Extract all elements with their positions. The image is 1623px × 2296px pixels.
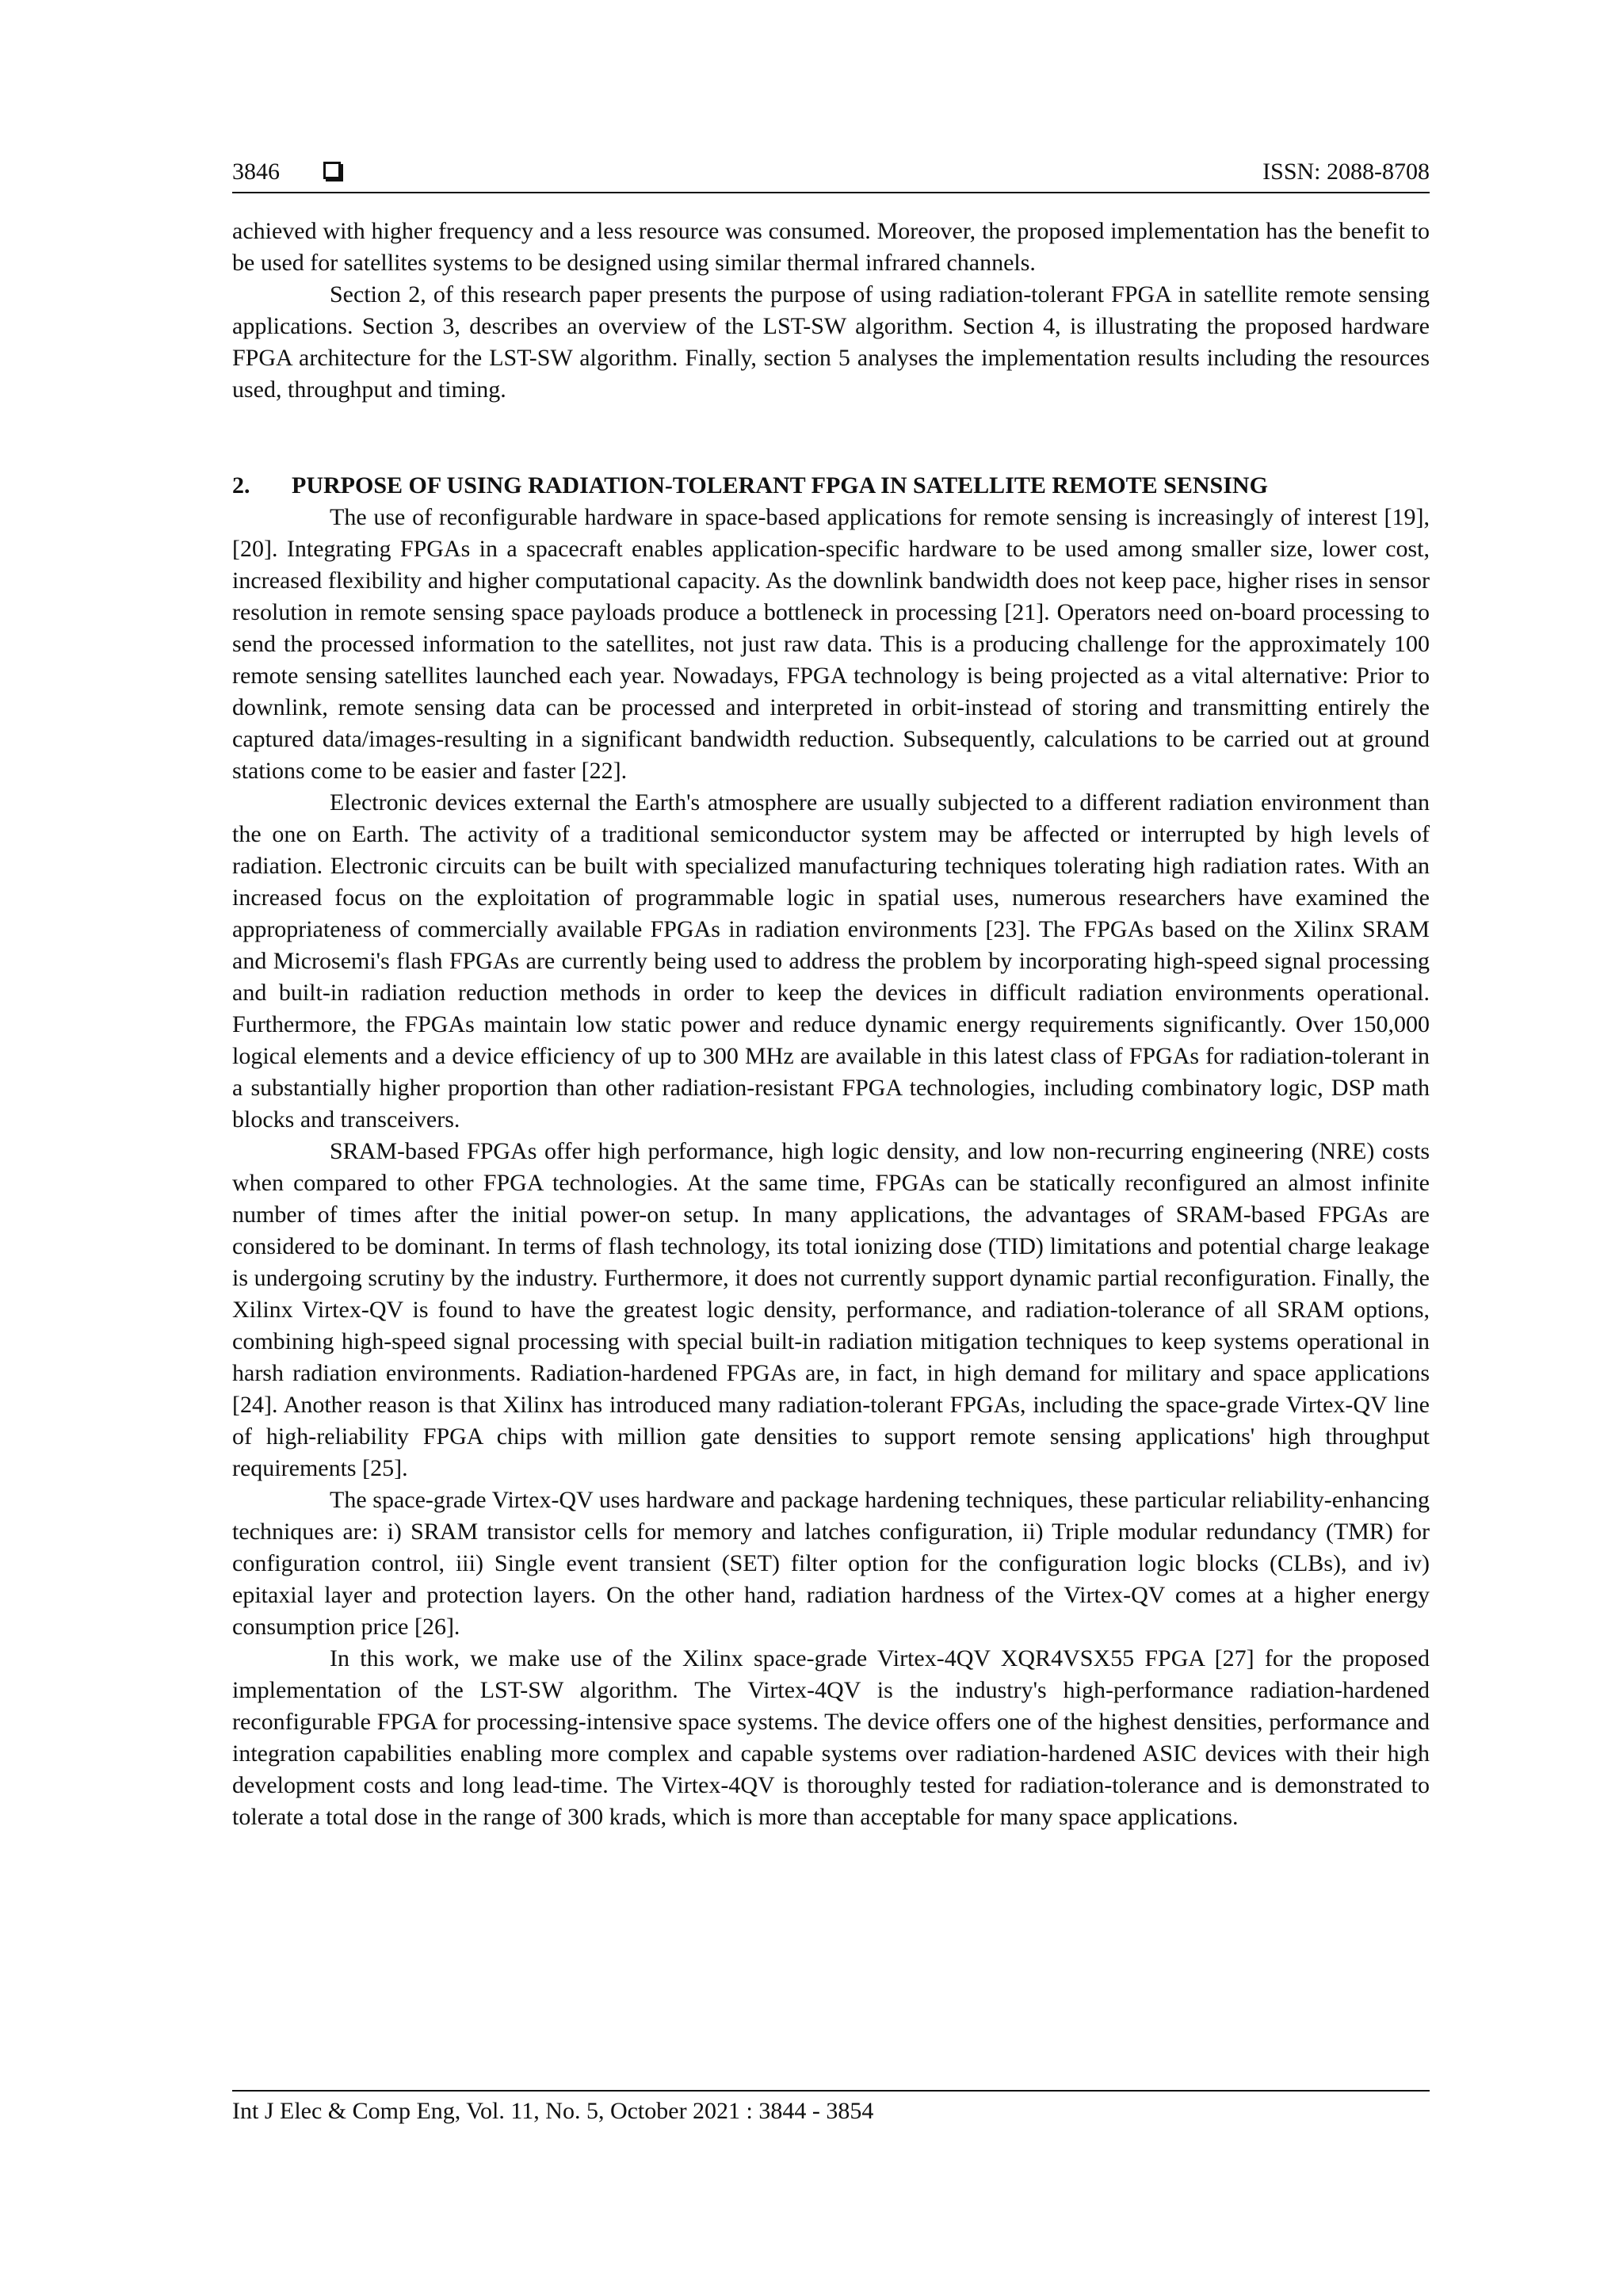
journal-citation: Int J Elec & Comp Eng, Vol. 11, No. 5, October 2021 : 3844 - 3854 xyxy=(232,2098,874,2124)
intro-paragraph: Section 2, of this research paper presents the purpose of using radiation-tolerant FPGA in satellite remote sensing applications. Section 3, describes an overview of the LST-SW algorithm. Section 4, is illustrating the proposed hardware FPGA architecture for the LST-SW algorithm. Finally, section 5 analyses the implementation results including the resources used, throughput and timing. xyxy=(232,281,1430,403)
intro-paragraph: achieved with higher frequency and a less resource was consumed. Moreover, the proposed implementation has the benefit to be used for satellites systems to be designed using similar thermal infrared channels. xyxy=(232,218,1430,276)
section-heading xyxy=(232,470,1430,502)
header-divider xyxy=(232,192,1430,193)
page-number: 3846 xyxy=(232,159,280,185)
footer-divider xyxy=(232,2090,1430,2092)
page-body xyxy=(232,216,1430,1833)
body-paragraph: In this work, we make use of the Xilinx space-grade Virtex-4QV XQR4VSX55 FPGA [27] for the proposed implementation of the LST-SW algorithm. The Virtex-4QV is the industry's high-performance radiation-hardened reconfigurable FPGA for processing-intensive space systems. The device offers one of the highest densities, performance and integration capabilities enabling more complex and capable systems over radiation-hardened ASIC devices with their high development costs and long lead-time. The Virtex-4QV is thoroughly tested for radiation-tolerance and is demonstrated to tolerate a total dose in the range of 300 krads, which is more than acceptable for many space applications. xyxy=(232,1645,1430,1830)
body-paragraph: The space-grade Virtex-QV uses hardware and package hardening techniques, these particular reliability-enhancing techniques are: i) SRAM transistor cells for memory and latches configuration, ii) Triple modular redundancy (TMR) for configuration control, iii) Single event transient (SET) filter option for the configuration logic blocks (CLBs), and iv) epitaxial layer and protection layers. On the other hand, radiation hardness of the Virtex-QV comes at a higher energy consumption price [26]. xyxy=(232,1487,1430,1640)
page-header xyxy=(232,155,1430,189)
body-paragraph: Electronic devices external the Earth's atmosphere are usually subjected to a different radiation environment than the one on Earth. The activity of a traditional semiconductor system may be affected or interrupted by high levels of radiation. Electronic circuits can be built with specialized manufacturing techniques tolerating high radiation rates. With an increased focus on the exploitation of programmable logic in spatial uses, numerous researchers have examined the appropriateness of commercially available FPGAs in radiation environments [23]. The FPGAs based on the Xilinx SRAM and Microsemi's flash FPGAs are currently being used to address the problem by incorporating high-speed signal processing and built-in radiation reduction methods in order to keep the devices in difficult radiation environments operational. Furthermore, the FPGAs maintain low static power and reduce dynamic energy requirements significantly. Over 150,000 logical elements and a device efficiency of up to 300 MHz are available in this latest class of FPGAs for radiation-tolerant in a substantially higher proportion than other radiation-resistant FPGA technologies, including combinatory logic, DSP math blocks and transceivers. xyxy=(232,789,1430,1133)
section-number: 2. xyxy=(232,472,250,499)
checkbox-square-icon xyxy=(323,162,341,179)
body-paragraph: The use of reconfigurable hardware in space-based applications for remote sensing is increasingly of interest [19], [20]. Integrating FPGAs in a spacecraft enables application-specific hardware to be used among smaller size, lower cost, increased flexibility and higher computational capacity. As the downlink bandwidth does not keep pace, higher rises in sensor resolution in remote sensing space payloads produce a bottleneck in processing [21]. Operators need on-board processing to send the processed information to the satellites, not just raw data. This is a producing challenge for the approximately 100 remote sensing satellites launched each year. Nowadays, FPGA technology is being projected as a vital alternative: Prior to downlink, remote sensing data can be processed and interpreted in orbit-instead of storing and transmitting entirely the captured data/images-resulting in a significant bandwidth reduction. Subsequently, calculations to be carried out at ground stations come to be easier and faster [22]. xyxy=(232,504,1430,784)
section-title: PURPOSE OF USING RADIATION-TOLERANT FPGA IN SATELLITE REMOTE SENSING xyxy=(292,472,1268,499)
issn-label: ISSN: 2088-8708 xyxy=(1262,159,1430,185)
body-paragraph: SRAM-based FPGAs offer high performance, high logic density, and low non-recurring engineering (NRE) costs when compared to other FPGA technologies. At the same time, FPGAs can be statically reconfigured an almost infinite number of times after the initial power-on setup. In many applications, the advantages of SRAM-based FPGAs are considered to be dominant. In terms of flash technology, its total ionizing dose (TID) limitations and potential charge leakage is undergoing scrutiny by the industry. Furthermore, it does not currently support dynamic partial reconfiguration. Finally, the Xilinx Virtex-QV is found to have the greatest logic density, performance, and radiation-tolerance of all SRAM options, combining high-speed signal processing with special built-in radiation mitigation techniques to keep systems operational in harsh radiation environments. Radiation-hardened FPGAs are, in fact, in high demand for military and space applications [24]. Another reason is that Xilinx has introduced many radiation-tolerant FPGAs, including the space-grade Virtex-QV line of high-reliability FPGA chips with million gate densities to support remote sensing applications' high throughput requirements [25]. xyxy=(232,1138,1430,1481)
